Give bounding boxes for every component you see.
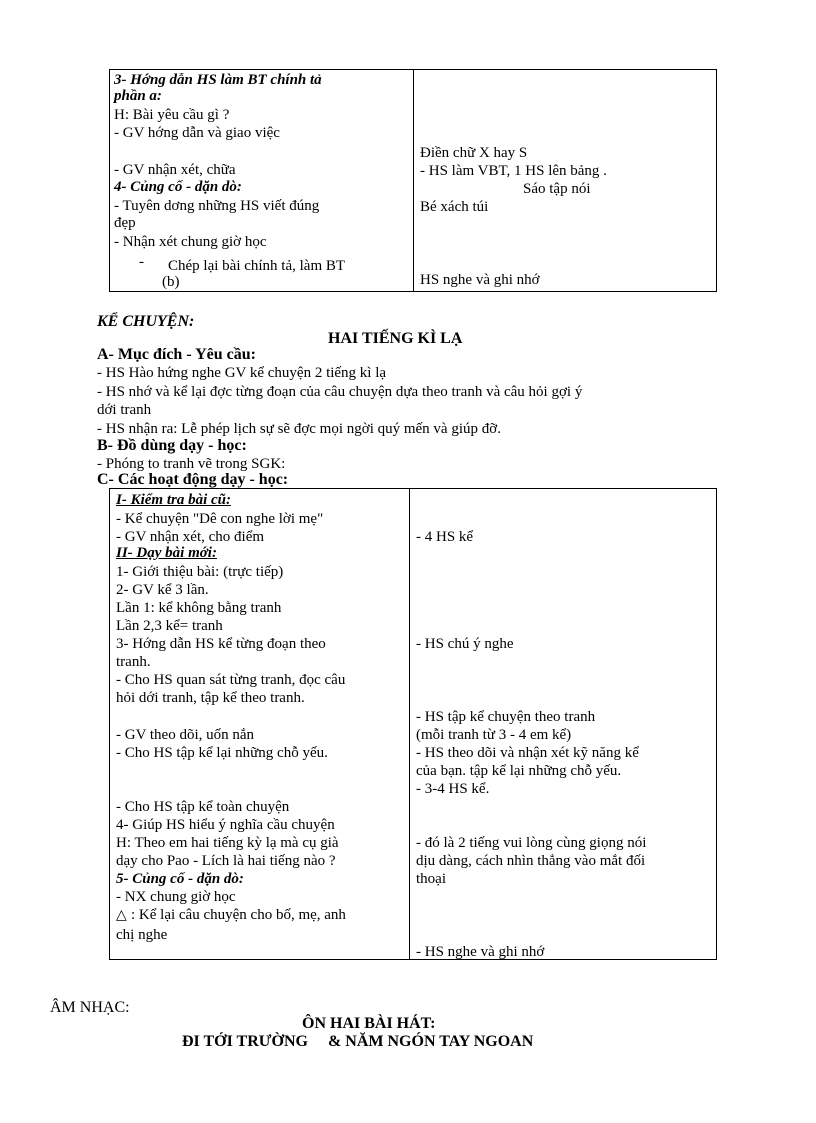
table2-left-heading: II- Dạy bài mới: [116,545,217,561]
table1-left-line: - GV nhận xét, chữa [114,162,236,178]
table1-left-line: (b) [162,274,180,290]
table2-left-line: dạy cho Pao - Lích là hai tiếng nào ? [116,853,336,869]
table1-left-line: - Nhận xét chung giờ học [114,234,267,250]
table2-left-line: hỏi dới tranh, tập kể theo tranh. [116,690,305,706]
table2-left-line: Lần 2,3 kể= tranh [116,618,223,634]
table2-left-line: - Cho HS tập kể lại những chỗ yếu. [116,745,328,761]
table2-left-heading: I- Kiểm tra bài cũ: [116,492,231,508]
section-heading-am-nhac: ÂM NHẠC: [50,999,130,1016]
section-heading-ke-chuyen: KỂ CHUYỆN: [97,313,195,330]
section-a-line: dới tranh [97,402,152,418]
table1-left-line: H: Bài yêu cầu gì ? [114,107,230,123]
table2-left-line: - GV theo dõi, uốn nắn [116,727,255,743]
table2-right-line: - 3-4 HS kể. [416,781,490,797]
table2-left-line: - GV nhận xét, cho điểm [116,529,265,545]
table2-left-line: 2- GV kể 3 lần. [116,582,209,598]
section-a-line: - HS nhận ra: Lễ phép lịch sự sẽ đợc mọi ngời quý mến và giúp đỡ. [97,421,501,437]
table2-right-line: của bạn. tập kể lại những chỗ yếu. [416,763,622,779]
section-b-heading: B- Đồ dùng dạy - học: [97,437,247,454]
section-c-heading: C- Các hoạt động dạy - học: [97,471,289,488]
table2-right-line: - 4 HS kể [416,529,474,545]
table1-left-line: - GV hớng dẫn và giao việc [114,125,280,141]
table1-left-line: - Tuyên dơng những HS viết đúng [114,198,320,214]
table1-left-bullet: - [139,254,144,270]
table1-right-line: Sáo tập nói [523,181,591,197]
table1-left-line: đẹp [114,215,136,231]
table-2-divider [409,488,410,959]
table1-right-line: Điền chữ X hay S [420,145,528,161]
table2-left-line: H: Theo em hai tiếng kỳ lạ mà cụ già [116,835,339,851]
table1-left-line: phần a: [114,88,162,104]
table2-right-line: - HS chú ý nghe [416,636,514,652]
section-b-line: - Phóng to tranh vẽ trong SGK: [97,456,286,472]
music-title-2: ĐI TỚI TRƯỜNG & NĂM NGÓN TAY NGOAN [182,1033,534,1050]
table2-left-line: Lần 1: kể không bằng tranh [116,600,282,616]
table2-left-line: 4- Giúp HS hiểu ý nghĩa cầu chuyện [116,817,335,833]
table2-left-line: : Kể lại câu chuyện cho bố, mẹ, anh [131,907,346,923]
section-a-heading: A- Mục đích - Yêu cầu: [97,346,256,363]
table2-left-line: chị nghe [116,927,168,943]
table1-left-line: 3- Hớng dẫn HS làm BT chính tả [114,72,322,88]
table2-right-line: - đó là 2 tiếng vui lòng cùng giọng nói [416,835,647,851]
table1-right-line: - HS làm VBT, 1 HS lên bảng . [420,163,607,179]
table2-left-line: tranh. [116,654,151,670]
table1-left-line: 4- Củng cố - dặn dò: [114,179,242,195]
table1-right-line: Bé xách túi [420,199,489,215]
story-title: HAI TIẾNG KÌ LẠ [328,330,463,347]
table2-right-line: (mỗi tranh từ 3 - 4 em kể) [416,727,572,743]
section-a-line: - HS Hào hứng nghe GV kể chuyện 2 tiếng kì lạ [97,365,387,381]
table2-left-line: 3- Hớng dẫn HS kể từng đoạn theo [116,636,326,652]
table2-left-line: - NX chung giờ học [116,889,236,905]
table2-right-line: thoại [416,871,446,887]
table2-left-line: - Cho HS tập kể toàn chuyện [116,799,290,815]
table1-right-line: HS nghe và ghi nhớ [420,272,540,288]
music-title-1: ÔN HAI BÀI HÁT: [302,1015,436,1032]
table2-right-line: - HS theo dõi và nhận xét kỹ năng kể [416,745,639,761]
triangle-icon: △ [116,907,127,923]
section-a-line: - HS nhớ và kể lại đợc từng đoạn của câu chuyện dựa theo tranh và câu hỏi gợi ý [97,384,583,400]
table2-left-line: - Kể chuyện "Dê con nghe lời mẹ" [116,511,324,527]
table-1-divider [413,69,414,291]
table2-right-line: - HS tập kể chuyện theo tranh [416,709,596,725]
table2-right-line: dịu dàng, cách nhìn thẳng vào mắt đối [416,853,646,869]
table2-left-line: 1- Giới thiệu bài: (trực tiếp) [116,564,284,580]
table2-left-line: - Cho HS quan sát từng tranh, đọc câu [116,672,346,688]
table1-left-line: Chép lại bài chính tả, làm BT [168,258,346,274]
table2-right-line: - HS nghe và ghi nhớ [416,944,545,960]
table2-left-heading: 5- Củng cố - dặn dò: [116,871,244,887]
